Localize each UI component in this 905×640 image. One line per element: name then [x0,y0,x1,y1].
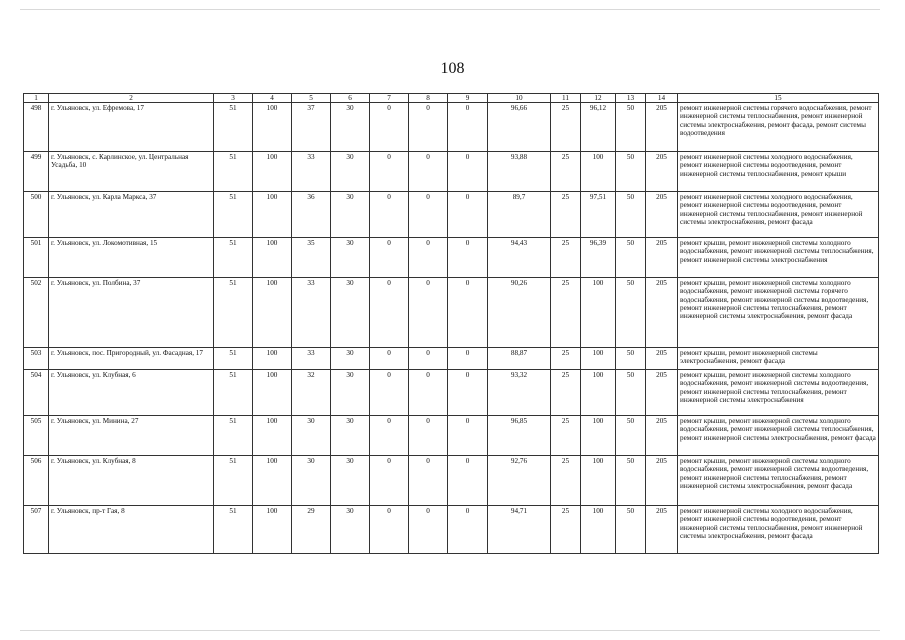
table-cell: 205 [646,152,678,192]
works-cell: ремонт инженерной системы горячего водоснабжения, ремонт инженерной системы теплоснабжения, ремонт инженерной системы электроснабжения, ремонт фасада, ремонт системы водоотведения [678,103,879,152]
table-cell: 25 [551,192,581,238]
table-cell: 94,43 [488,238,551,278]
header-cell: 6 [331,94,370,103]
header-cell: 5 [292,94,331,103]
header-cell: 8 [409,94,448,103]
table-cell: 89,7 [488,192,551,238]
table-cell: 0 [370,456,409,506]
table-cell: 50 [616,416,646,456]
table-cell: 0 [409,506,448,554]
table-cell: 100 [253,506,292,554]
header-cell: 13 [616,94,646,103]
table-cell: 0 [409,103,448,152]
works-cell: ремонт крыши, ремонт инженерной системы холодного водоснабжения, ремонт инженерной системы водоотведения, ремонт инженерной системы теплоснабжения, ремонт инженерной системы электроснабжения [678,370,879,416]
table-cell: 50 [616,238,646,278]
table-cell: 96,12 [581,103,616,152]
address-cell: г. Ульяновск, пос. Пригородный, ул. Фасадная, 17 [49,348,214,370]
table-cell: 0 [370,238,409,278]
table-cell: 51 [214,192,253,238]
table-cell: 51 [214,348,253,370]
table-cell: 100 [253,456,292,506]
address-cell: г. Ульяновск, ул. Клубная, 8 [49,456,214,506]
table-cell: 30 [331,370,370,416]
table-cell: 0 [409,152,448,192]
table-cell: 0 [370,278,409,348]
table-cell: 50 [616,348,646,370]
table-cell: 51 [214,152,253,192]
table-cell: 51 [214,456,253,506]
table-cell: 100 [253,370,292,416]
header-cell: 3 [214,94,253,103]
table-cell: 0 [409,348,448,370]
address-cell: г. Ульяновск, пр-т Гая, 8 [49,506,214,554]
table-row [24,192,879,238]
table-cell: 30 [331,456,370,506]
table-cell: 25 [551,238,581,278]
table-cell: 97,51 [581,192,616,238]
table-cell: 36 [292,192,331,238]
table-cell: 0 [409,238,448,278]
header-cell: 11 [551,94,581,103]
table-cell: 205 [646,456,678,506]
table-cell: 100 [581,348,616,370]
table-cell: 0 [370,192,409,238]
table-cell: 30 [292,416,331,456]
table-cell: 50 [616,192,646,238]
address-cell: г. Ульяновск, ул. Карла Маркса, 37 [49,192,214,238]
table-cell: 25 [551,103,581,152]
table-cell: 50 [616,278,646,348]
table-cell: 25 [551,152,581,192]
table-body [24,94,879,554]
table-cell: 100 [581,506,616,554]
table-cell: 504 [24,370,49,416]
works-cell: ремонт крыши, ремонт инженерной системы холодного водоснабжения, ремонт инженерной системы водоотведения, ремонт инженерной системы теплоснабжения, ремонт инженерной системы электроснабжения, ремонт фасада [678,456,879,506]
table-cell: 0 [409,416,448,456]
table-cell: 100 [581,152,616,192]
table-cell: 501 [24,238,49,278]
table-cell: 0 [448,416,488,456]
table-cell: 50 [616,103,646,152]
table-cell: 25 [551,370,581,416]
address-cell: г. Ульяновск, ул. Минина, 27 [49,416,214,456]
repair-program-table [23,93,879,554]
table-cell: 0 [409,278,448,348]
table-cell: 100 [581,278,616,348]
table-cell: 0 [409,192,448,238]
table-cell: 0 [370,506,409,554]
header-cell: 2 [49,94,214,103]
address-cell: г. Ульяновск, ул. Полбина, 37 [49,278,214,348]
table-cell: 0 [370,370,409,416]
table-cell: 100 [253,192,292,238]
table-cell: 30 [292,456,331,506]
table-cell: 51 [214,370,253,416]
page-number: 108 [440,60,465,77]
table-cell: 205 [646,370,678,416]
table-cell: 0 [448,103,488,152]
header-row [24,94,879,103]
table-cell: 88,87 [488,348,551,370]
table-cell: 0 [448,278,488,348]
table-cell: 33 [292,152,331,192]
header-cell: 9 [448,94,488,103]
table-row [24,152,879,192]
table-cell: 0 [448,506,488,554]
table-cell: 205 [646,192,678,238]
table-cell: 0 [370,103,409,152]
table-cell: 0 [370,416,409,456]
table-cell: 30 [331,192,370,238]
table-cell: 0 [448,456,488,506]
works-cell: ремонт инженерной системы холодного водоснабжения, ремонт инженерной системы водоотведения, ремонт инженерной системы теплоснабжения, ремонт инженерной системы электроснабжения, ремонт фасада [678,506,879,554]
works-cell: ремонт крыши, ремонт инженерной системы холодного водоснабжения, ремонт инженерной системы теплоснабжения, ремонт инженерной системы электроснабжения, ремонт фасада [678,416,879,456]
table-cell: 505 [24,416,49,456]
scan-edge-bottom [20,630,880,631]
table-cell: 0 [448,348,488,370]
table-cell: 93,88 [488,152,551,192]
works-cell: ремонт инженерной системы холодного водоснабжения, ремонт инженерной системы водоотведения, ремонт инженерной системы теплоснабжения, ремонт инженерной системы электроснабжения, ремонт фасада [678,192,879,238]
table-cell: 0 [448,238,488,278]
table-cell: 25 [551,456,581,506]
address-cell: г. Ульяновск, ул. Ефремова, 17 [49,103,214,152]
table-cell: 205 [646,278,678,348]
header-cell: 15 [678,94,879,103]
table-cell: 25 [551,506,581,554]
table-cell: 500 [24,192,49,238]
table-cell: 29 [292,506,331,554]
table-row [24,348,879,370]
table-cell: 25 [551,416,581,456]
table-cell: 205 [646,348,678,370]
address-cell: г. Ульяновск, с. Карлинское, ул. Центральная Усадьба, 10 [49,152,214,192]
table-cell: 503 [24,348,49,370]
table-cell: 0 [448,152,488,192]
table-cell: 30 [331,152,370,192]
table-cell: 30 [331,103,370,152]
works-cell: ремонт инженерной системы холодного водоснабжения, ремонт инженерной системы водоотведения, ремонт инженерной системы теплоснабжения, ремонт крыши [678,152,879,192]
scan-edge-top [20,9,880,10]
header-cell: 14 [646,94,678,103]
header-cell: 12 [581,94,616,103]
table-cell: 96,39 [581,238,616,278]
table-cell: 0 [370,348,409,370]
header-cell: 4 [253,94,292,103]
table-cell: 498 [24,103,49,152]
table-cell: 0 [448,192,488,238]
table-cell: 33 [292,278,331,348]
address-cell: г. Ульяновск, ул. Клубная, 6 [49,370,214,416]
table-cell: 37 [292,103,331,152]
table-cell: 30 [331,348,370,370]
table-cell: 30 [331,278,370,348]
table-cell: 100 [581,370,616,416]
table-cell: 92,76 [488,456,551,506]
header-cell: 7 [370,94,409,103]
table-row [24,506,879,554]
table-row [24,103,879,152]
table-cell: 205 [646,416,678,456]
works-cell: ремонт крыши, ремонт инженерной системы электроснабжения, ремонт фасада [678,348,879,370]
table-cell: 35 [292,238,331,278]
table-cell: 96,66 [488,103,551,152]
table-cell: 100 [253,238,292,278]
table-cell: 51 [214,103,253,152]
table-cell: 93,32 [488,370,551,416]
table-cell: 51 [214,278,253,348]
table-cell: 50 [616,456,646,506]
table-cell: 499 [24,152,49,192]
table-row [24,416,879,456]
works-cell: ремонт крыши, ремонт инженерной системы холодного водоснабжения, ремонт инженерной системы горячего водоснабжения, ремонт инженерной системы водоотведения, ремонт инженерной системы теплоснабжения, ремонт инженерной системы электроснабжения, ремонт фасада [678,278,879,348]
table-cell: 33 [292,348,331,370]
table-cell: 506 [24,456,49,506]
table-row [24,278,879,348]
table-cell: 30 [331,416,370,456]
table-cell: 30 [331,506,370,554]
table-cell: 51 [214,506,253,554]
table-cell: 205 [646,238,678,278]
table-cell: 30 [331,238,370,278]
table-cell: 100 [253,278,292,348]
table-cell: 90,26 [488,278,551,348]
table-cell: 50 [616,370,646,416]
table-cell: 100 [253,152,292,192]
table-cell: 100 [253,416,292,456]
table-cell: 25 [551,278,581,348]
table-cell: 0 [409,456,448,506]
table-cell: 100 [253,348,292,370]
table-cell: 205 [646,506,678,554]
table-cell: 100 [581,416,616,456]
table-cell: 0 [448,370,488,416]
table-row [24,238,879,278]
table-cell: 50 [616,506,646,554]
table-cell: 100 [581,456,616,506]
address-cell: г. Ульяновск, ул. Локомотивная, 15 [49,238,214,278]
table-cell: 507 [24,506,49,554]
header-cell: 10 [488,94,551,103]
header-cell: 1 [24,94,49,103]
table-row [24,370,879,416]
table-cell: 502 [24,278,49,348]
table-row [24,456,879,506]
table-cell: 51 [214,416,253,456]
table-cell: 96,85 [488,416,551,456]
table-cell: 51 [214,238,253,278]
table-cell: 0 [409,370,448,416]
table-cell: 25 [551,348,581,370]
table-cell: 50 [616,152,646,192]
table-cell: 100 [253,103,292,152]
table-cell: 32 [292,370,331,416]
table-cell: 205 [646,103,678,152]
table-cell: 94,71 [488,506,551,554]
table-cell: 0 [370,152,409,192]
works-cell: ремонт крыши, ремонт инженерной системы холодного водоснабжения, ремонт инженерной системы теплоснабжения, ремонт инженерной системы электроснабжения [678,238,879,278]
